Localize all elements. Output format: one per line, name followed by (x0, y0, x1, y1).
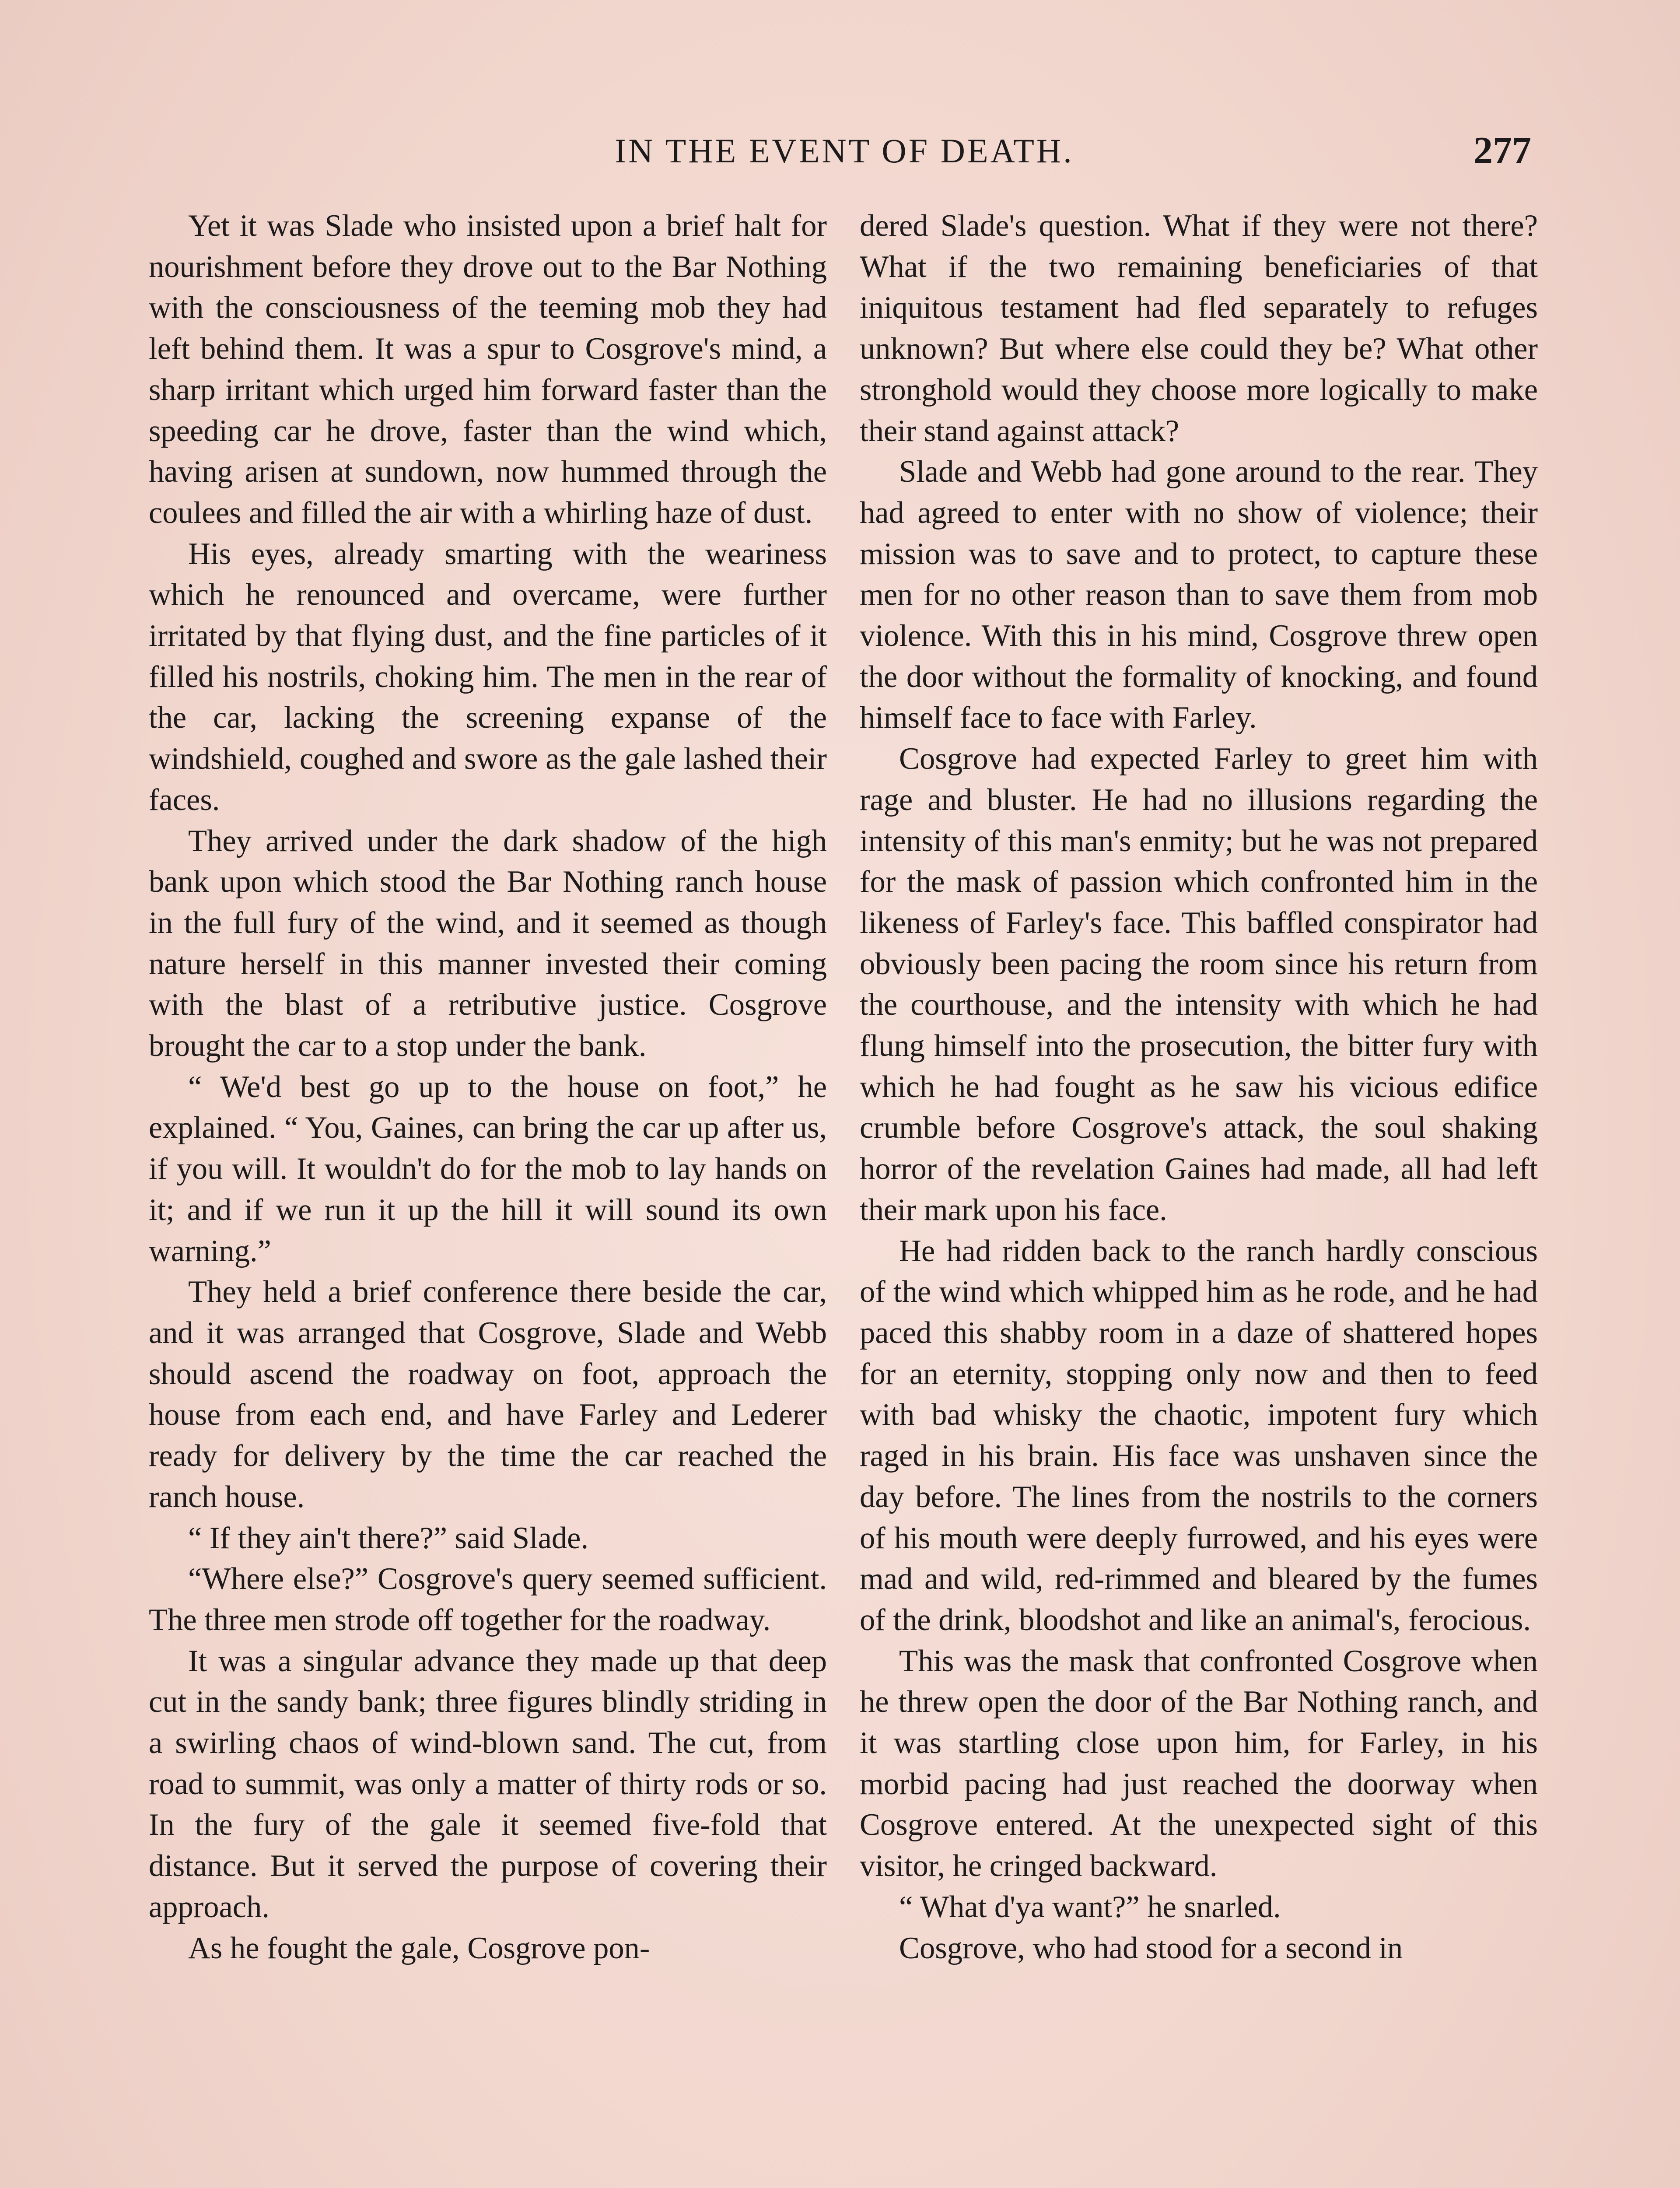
continued-paragraph: dered Slade's question. What if they were not there? What if the two remaining beneficiaries of that iniquitous testament had fled separately to refuges unknown? But where else could they be? What other stronghold would they choose more logically to make their stand against attack? (860, 209, 1538, 448)
page-header (149, 131, 1540, 184)
paragraph: They arrived under the dark shadow of the high bank upon which stood the Bar Nothing ranch house in the full fury of the wind, and it seemed as though nature herself in this manner invested their coming with the blast of a retributive justice. Cosgrove brought the car to a stop under the bank. (149, 824, 827, 1063)
paragraph: “ If they ain't there?” said Slade. (188, 1521, 589, 1555)
paragraph: Slade and Webb had gone around to the rear. They had agreed to enter with no show of violence; their mission was to save and to protect, to capture these men for no other reason than to save them from mob violence. With this in his mind, Cosgrove threw open the door without the formality of knocking, and found himself face to face with Farley. (860, 455, 1538, 735)
page-number: 277 (1474, 130, 1531, 172)
paragraph: This was the mask that confronted Cosgrove when he threw open the door of the Bar Nothing ranch, and it was startling close upon him, for Farley, in his morbid pacing had just reached the doorway when Cosgrove entered. At the unexpected sight of this visitor, he cringed backward. (860, 1644, 1538, 1883)
paragraph: “ We'd best go up to the house on foot,” he explained. “ You, Gaines, can bring the car up after us, if you will. It wouldn't do for the mob to lay hands on it; and if we run it up the hill it will sound its own warning.” (149, 1069, 827, 1268)
paragraph: “ What d'ya want?” he snarled. (899, 1890, 1281, 1924)
right-column (860, 206, 1538, 2188)
paragraph: His eyes, already smarting with the weariness which he renounced and overcame, were further irritated by that flying dust, and the fine particles of it filled his nostrils, choking him. The men in the rear of the car, lacking the screening expanse of the windshield, coughed and swore as the gale lashed their faces. (149, 536, 827, 817)
paragraph: They held a brief conference there beside the car, and it was arranged that Cosgrove, Slade and Webb should ascend the roadway on foot, approach the house from each end, and have Farley and Lederer ready for delivery by the time the car reached the ranch house. (149, 1275, 827, 1514)
paragraph: “Where else?” Cosgrove's query seemed sufficient. The three men strode off together for the roadway. (149, 1562, 827, 1637)
paragraph: As he fought the gale, Cosgrove pon- (188, 1931, 650, 1965)
paragraph: He had ridden back to the ranch hardly conscious of the wind which whipped him as he rode, and he had paced this shabby room in a daze of shattered hopes for an eternity, stopping only now and then to feed with bad whisky the chaotic, impotent fury which raged in his brain. His face was unshaven since the day before. The lines from the nostrils to the corners of his mouth were deeply furrowed, and his eyes were mad and wild, red-rimmed and bleared by the fumes of the drink, bloodshot and like an animal's, ferocious. (860, 1234, 1538, 1637)
paragraph: Yet it was Slade who insisted upon a brief halt for nourishment before they drove out to the Bar Nothing with the consciousness of the teeming mob they had left behind them. It was a spur to Cosgrove's mind, a sharp irritant which urged him forward faster than the speeding car he drove, faster than the wind which, having arisen at sundown, now hummed through the coulees and filled the air with a whirling haze of dust. (149, 209, 827, 530)
left-column (149, 206, 827, 2188)
running-head: IN THE EVENT OF DEATH. (615, 132, 1074, 170)
paragraph: It was a singular advance they made up that deep cut in the sandy bank; three figures blindly striding in a swirling chaos of wind-blown sand. The cut, from road to summit, was only a matter of thirty rods or so. In the fury of the gale it seemed five-fold that distance. But it served the purpose of covering their approach. (149, 1644, 827, 1924)
paragraph: Cosgrove had expected Farley to greet him with rage and bluster. He had no illusions regarding the intensity of this man's enmity; but he was not prepared for the mask of passion which confronted him in the likeness of Farley's face. This baffled conspirator had obviously been pacing the room since his return from the courthouse, and the intensity with which he had flung himself into the prosecution, the bitter fury with which he had fought as he saw his vicious edifice crumble before Cosgrove's attack, the soul shaking horror of the revelation Gaines had made, all had left their mark upon his face. (860, 742, 1538, 1227)
paragraph: Cosgrove, who had stood for a second in (899, 1931, 1403, 1965)
